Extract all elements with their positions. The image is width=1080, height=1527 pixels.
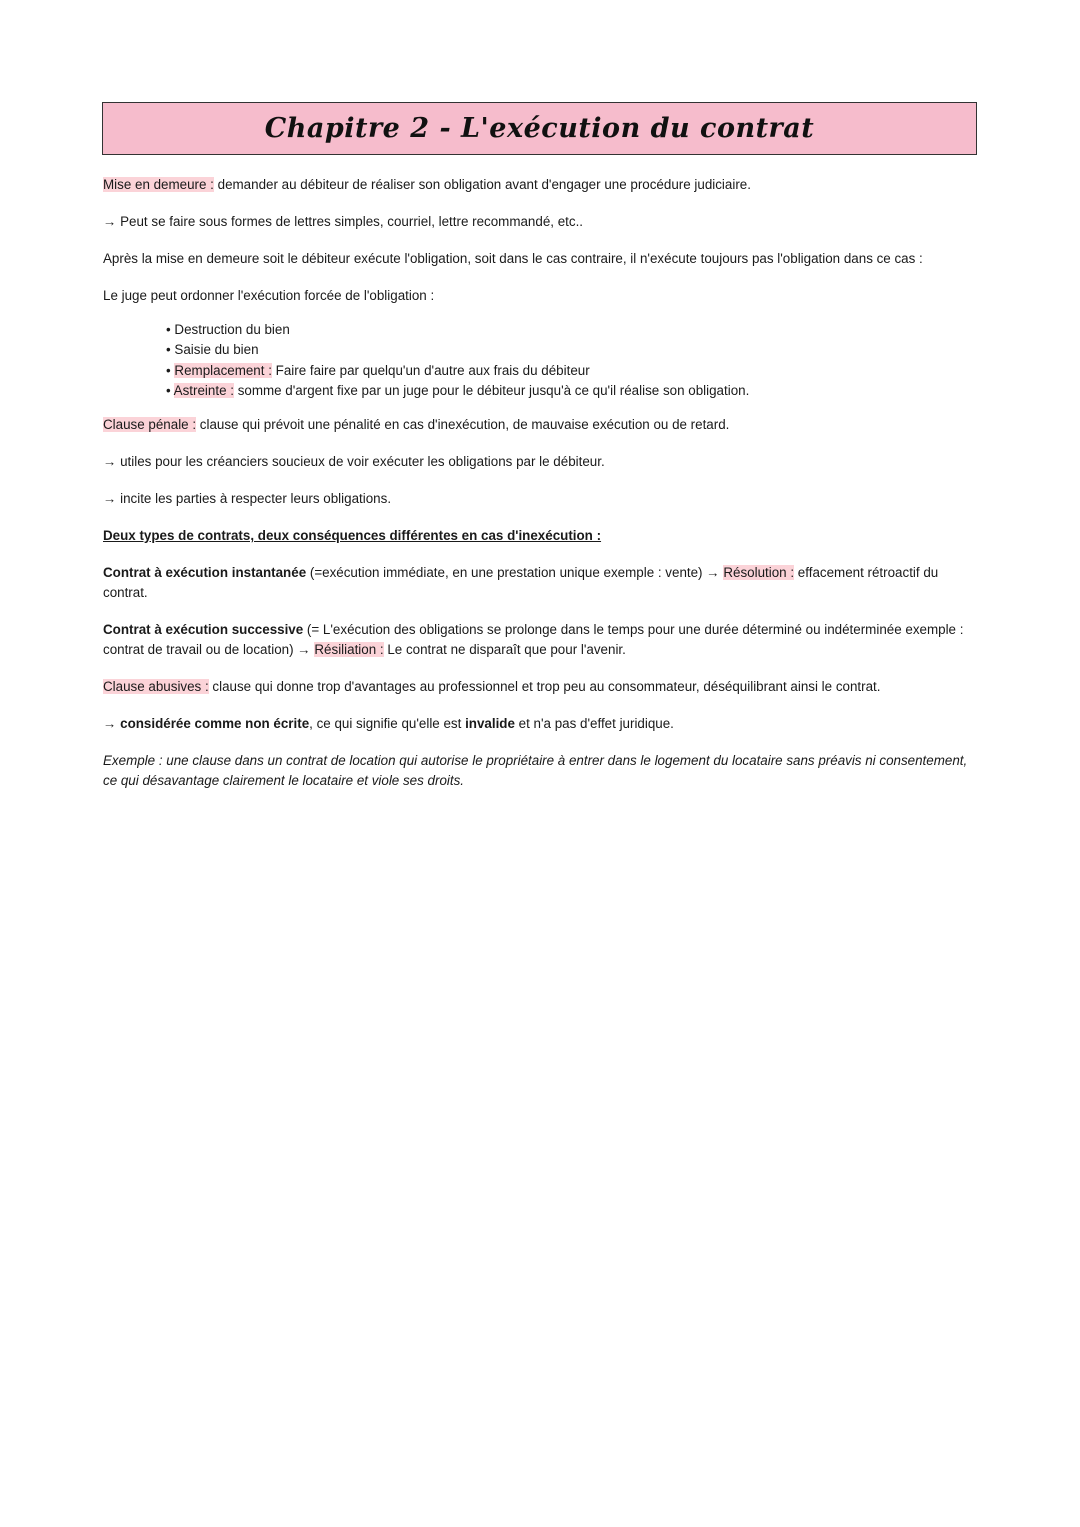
definition-text: clause qui prévoit une pénalité en cas d'inexécution, de mauvaise exécution ou de retard.: [196, 417, 730, 433]
example-paragraph: Exemple : une clause dans un contrat de location qui autorise le propriétaire à entrer dans le logement du locataire sans préavis ni consentement, ce qui désavantage clairement le locataire et viole ses droits.: [103, 753, 968, 789]
bold-text: invalide: [465, 716, 515, 732]
bold-term: Contrat à exécution successive: [103, 622, 304, 638]
highlighted-term: Remplacement :: [174, 362, 272, 378]
list-item: [166, 320, 973, 340]
paragraph: [103, 714, 973, 734]
definition-text: demander au débiteur de réaliser son obligation avant d'engager une procédure judiciaire.: [213, 177, 751, 192]
paragraph: → incite les parties à respecter leurs obligations.: [103, 491, 392, 507]
text: (=exécution immédiate, en une prestation unique exemple : vente) →: [306, 565, 724, 581]
enforcement-list: [166, 320, 973, 401]
list-item: [166, 361, 973, 381]
bold-term: Contrat à exécution instantanée: [103, 565, 307, 581]
list-text: Destruction du bien: [174, 322, 290, 337]
arrow: →: [103, 716, 121, 732]
paragraph: → utiles pour les créanciers soucieux de voir exécuter les obligations par le débiteur.: [103, 454, 605, 470]
list-item: [166, 340, 973, 360]
text: et n'a pas d'effet juridique.: [514, 716, 674, 732]
paragraph-contrat-successif: [103, 620, 973, 660]
bold-text: considérée comme non écrite: [120, 716, 310, 732]
text: , ce qui signifie qu'elle est: [309, 716, 466, 732]
highlighted-term: Résolution :: [723, 565, 795, 581]
text: (= L'exécution des obligations se prolonge dans le temps pour une durée déterminé ou indéterminée exemple : contrat de travail ou de location) →: [103, 622, 964, 658]
list-text: Saisie du bien: [174, 342, 259, 358]
paragraph-clause-penale: [103, 415, 973, 435]
paragraph-mise-en-demeure: [103, 175, 973, 195]
paragraph-clause-abusive: [103, 677, 973, 697]
paragraph-contrat-instantane: [103, 563, 973, 603]
document-body: [103, 175, 973, 808]
list-text: somme d'argent fixe par un juge pour le débiteur jusqu'à ce qu'il réalise son obligation.: [233, 382, 750, 398]
definition-text: clause qui donne trop d'avantages au professionnel et trop peu au consommateur, déséquilibrant ainsi le contrat.: [208, 679, 881, 695]
highlighted-term: Clause pénale :: [103, 417, 197, 433]
list-text: Faire faire par quelqu'un d'autre aux frais du débiteur: [271, 362, 590, 378]
list-item: [166, 381, 973, 401]
paragraph: Le juge peut ordonner l'exécution forcée de l'obligation :: [103, 288, 435, 303]
section-heading: [103, 526, 973, 546]
highlighted-term: Mise en demeure :: [103, 177, 214, 192]
paragraph: Après la mise en demeure soit le débiteur exécute l'obligation, soit dans le cas contraire, il n'exécute toujours pas l'obligation dans ce cas :: [103, 251, 923, 266]
text: Le contrat ne disparaît que pour l'avenir.: [383, 642, 626, 658]
highlighted-term: Clause abusives :: [103, 679, 209, 695]
heading-text: Deux types de contrats, deux conséquences différentes en cas d'inexécution :: [103, 528, 602, 544]
paragraph: → Peut se faire sous formes de lettres simples, courriel, lettre recommandé, etc..: [103, 214, 584, 229]
text: effacement rétroactif du contrat.: [103, 565, 939, 601]
highlighted-term: Astreinte :: [173, 382, 234, 398]
highlighted-term: Résiliation :: [314, 642, 384, 658]
chapter-title: Chapitre 2 - L'exécution du contrat: [264, 113, 815, 144]
chapter-title-box: [102, 102, 977, 155]
